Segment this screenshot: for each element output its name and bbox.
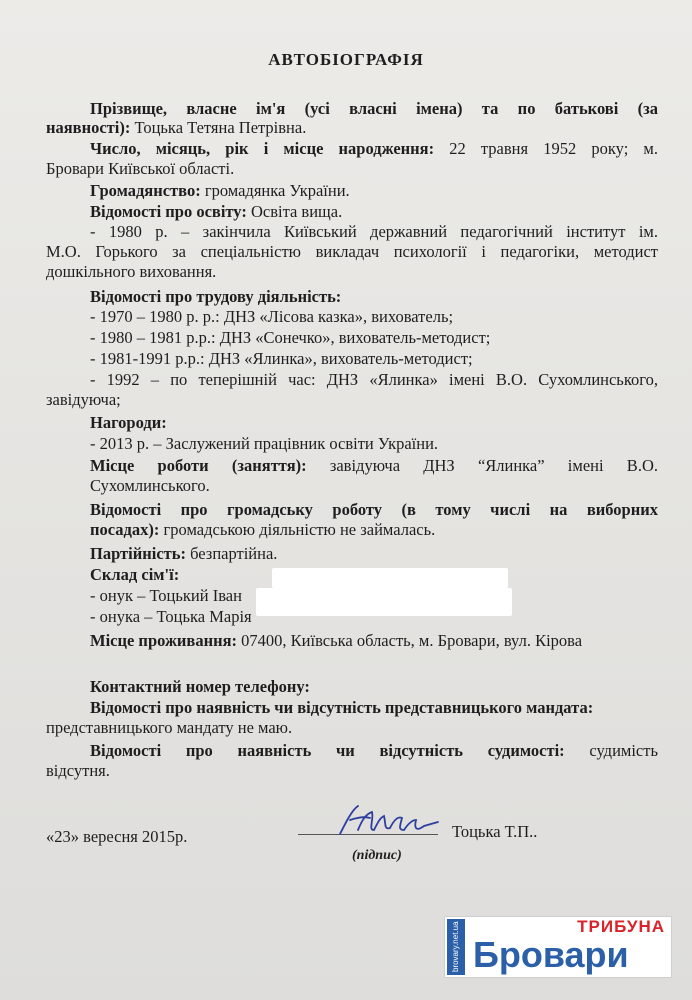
document-title: АВТОБІОГРАФІЯ xyxy=(268,50,424,69)
social-line-2: посадах): громадською діяльністю не займалась. xyxy=(90,520,436,539)
signature-image xyxy=(328,800,448,844)
social-line-1: Відомості про громадську роботу (в тому числі на виборних xyxy=(90,500,658,519)
work-item: - 1981-1991 р.р.: ДНЗ «Ялинка», вихователь-методист; xyxy=(90,349,473,368)
education-line: Відомості про освіту: Освіта вища. xyxy=(90,202,343,221)
workplace-line-1: Місце роботи (заняття): завідуюча ДНЗ “Ялинка” імені В.О. xyxy=(90,456,658,475)
signer-name: Тоцька Т.П.. xyxy=(452,822,538,841)
work-item-continuation: завідуюча; xyxy=(46,390,121,409)
logo-site-label: brovary.net.ua xyxy=(447,919,465,975)
mandate-line-2: представницького мандату не маю. xyxy=(46,718,293,737)
workplace-line-2: Сухомлинського. xyxy=(90,476,210,495)
logo-tribuna-text: ТРИБУНА xyxy=(577,917,665,936)
mandate-line-1: Відомості про наявність чи відсутність представницького мандата: xyxy=(90,698,594,717)
tribuna-brovary-logo xyxy=(444,916,672,978)
awards-item: - 2013 р. – Заслужений працівник освіти України. xyxy=(90,434,439,453)
logo-brovary-text: Бровари xyxy=(473,934,629,975)
birth-line-2: Бровари Київської області. xyxy=(46,159,235,178)
phone-line: Контактний номер телефону: xyxy=(90,677,310,696)
surname-line-2: наявності): Тоцька Тетяна Петрівна. xyxy=(46,118,307,137)
awards-heading: Нагороди: xyxy=(90,413,167,432)
family-item: - онук – Тоцький Іван xyxy=(90,586,242,605)
conviction-line-1: Відомості про наявність чи відсутність судимості: судимість xyxy=(90,741,658,760)
work-item: - 1992 – по теперішній час: ДНЗ «Ялинка» імені В.О. Сухомлинського, xyxy=(90,370,658,389)
conviction-line-2: відсутня. xyxy=(46,761,110,780)
work-heading: Відомості про трудову діяльність: xyxy=(90,287,342,306)
residence-line: Місце проживання: 07400, Київська область, м. Бровари, вул. Кірова xyxy=(90,631,583,650)
work-item: - 1980 – 1981 р.р.: ДНЗ «Сонечко», вихователь-методист; xyxy=(90,328,491,347)
signature-caption: (підпис) xyxy=(352,848,402,863)
family-heading: Склад сім'ї: xyxy=(90,565,180,584)
education-item-line-2: М.О. Горького за спеціальністю викладач психології і педагогіки, методист xyxy=(46,242,658,261)
education-item-line-3: дошкільного виховання. xyxy=(46,262,217,281)
party-line: Партійність: безпартійна. xyxy=(90,544,278,563)
birth-line-1: Число, місяць, рік і місце народження: 22 травня 1952 року; м. xyxy=(90,139,658,158)
family-item: - онука – Тоцька Марія xyxy=(90,607,252,626)
redaction-box xyxy=(256,588,512,616)
work-item: - 1970 – 1980 р. р.: ДНЗ «Лісова казка», вихователь; xyxy=(90,307,454,326)
citizenship-line: Громадянство: громадянка України. xyxy=(90,181,350,200)
redaction-box xyxy=(272,568,508,588)
education-item-line-1: - 1980 р. – закінчила Київський державний педагогічний інститут ім. xyxy=(90,222,658,241)
document-date: «23» вересня 2015р. xyxy=(46,827,188,846)
surname-line-1: Прізвище, власне ім'я (усі власні імена) та по батькові (за xyxy=(90,99,658,118)
